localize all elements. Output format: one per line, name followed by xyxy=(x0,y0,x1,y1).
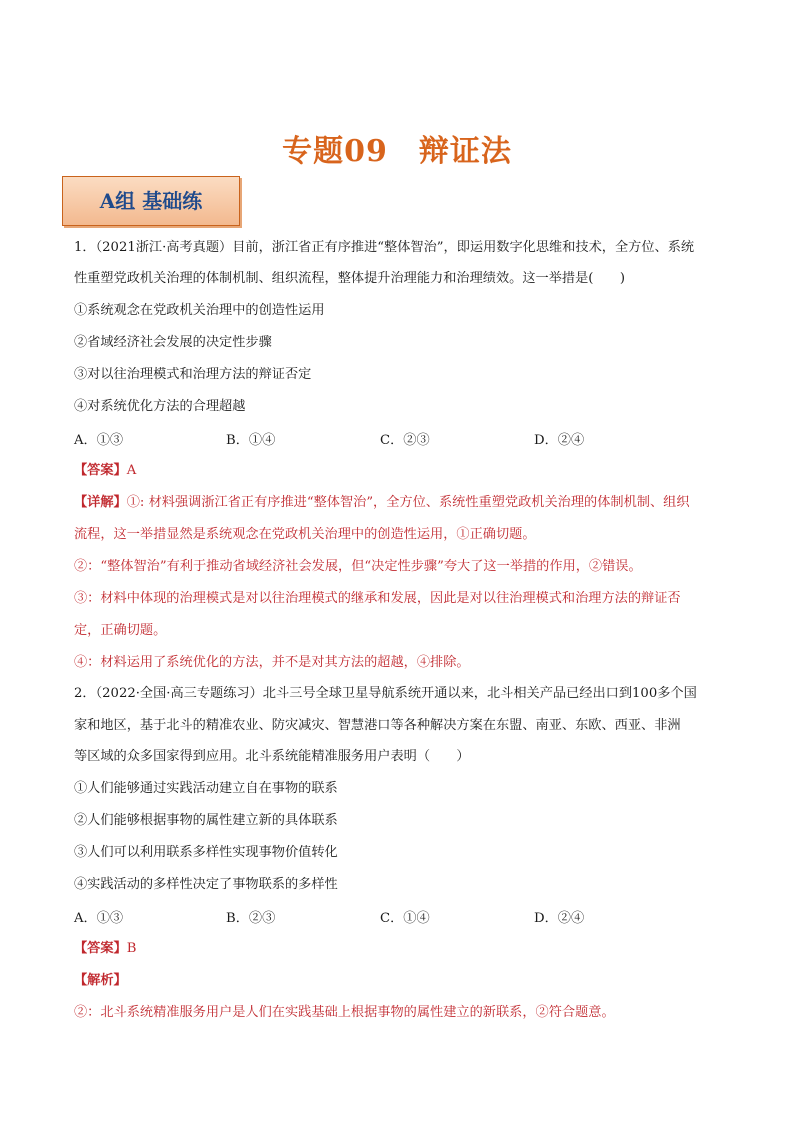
q2-option-b: B．②③ xyxy=(226,911,276,926)
q1-detail-line-2: 流程，这一举措显然是系统观念在党政机关治理中的创造性运用，①正确切题。 xyxy=(74,527,536,542)
page-title: 专题09 辩证法 xyxy=(282,134,512,169)
group-label: A组 基础练 xyxy=(99,189,203,213)
q1-stem-line-1: 1．（2021浙江·高考真题）目前，浙江省正有序推进“整体智治”，即运用数字化思维和技术，全方位、系统 xyxy=(74,240,695,255)
q1-stem-line-2: 性重塑党政机关治理的体制机制、组织流程，整体提升治理能力和治理绩效。这一举措是( ) xyxy=(74,271,625,286)
q1-detail-line-6: ④：材料运用了系统优化的方法，并不是对其方法的超越，④排除。 xyxy=(74,655,470,670)
q1-answer xyxy=(74,461,136,481)
q2-option-c: C．①④ xyxy=(380,911,430,926)
q1-item-1: ①系统观念在党政机关治理中的创造性运用 xyxy=(74,303,325,318)
q2-item-4: ④实践活动的多样性决定了事物联系的多样性 xyxy=(74,877,338,892)
q1-answer-tag: 【答案】 xyxy=(74,463,127,478)
q2-item-2: ②人们能够根据事物的属性建立新的具体联系 xyxy=(74,813,338,828)
q2-option-a: A．①③ xyxy=(74,911,124,926)
q1-detail-text-1: ①: 材料强调浙江省正有序推进“整体智治”，全方位、系统性重塑党政机关治理的体制机制、组织 xyxy=(126,495,690,510)
q1-option-b: B．①④ xyxy=(226,433,276,448)
q1-detail-tag: 【详解】 xyxy=(74,495,127,510)
q2-analysis-line-1: ②：北斗系统精准服务用户是人们在实践基础上根据事物的属性建立的新联系，②符合题意。 xyxy=(74,1005,615,1020)
q1-detail-line-4: ③：材料中体现的治理模式是对以往治理模式的继承和发展，因此是对以往治理模式和治理方法的辩证否 xyxy=(74,591,681,606)
q1-detail-line-3: ②：“整体智治”有利于推动省域经济社会发展，但“决定性步骤”夸大了这一举措的作用，②错误。 xyxy=(74,559,642,574)
q1-detail-line-1 xyxy=(74,493,690,513)
q2-stem-line-1: 2．（2022·全国·高三专题练习）北斗三号全球卫星导航系统开通以来，北斗相关产品已经出口到100多个国 xyxy=(74,686,697,701)
q2-stem-line-3: 等区域的众多国家得到应用。北斗系统能精准服务用户表明（ ） xyxy=(74,749,470,764)
q2-answer-value: B xyxy=(126,941,137,956)
q1-option-c: C．②③ xyxy=(380,433,430,448)
q1-item-4: ④对系统优化方法的合理超越 xyxy=(74,399,246,414)
q2-analysis-tag-line xyxy=(74,971,127,991)
q1-detail-line-5: 定，正确切题。 xyxy=(74,623,167,638)
q1-item-2: ②省域经济社会发展的决定性步骤 xyxy=(74,335,272,350)
q2-answer xyxy=(74,939,136,959)
q1-option-d: D．②④ xyxy=(534,433,585,448)
q2-analysis-tag: 【解析】 xyxy=(74,973,127,988)
q1-option-a: A．①③ xyxy=(74,433,124,448)
q2-answer-tag: 【答案】 xyxy=(74,941,127,956)
q1-answer-value: A xyxy=(126,463,137,478)
q1-item-3: ③对以往治理模式和治理方法的辩证否定 xyxy=(74,367,312,382)
q2-item-3: ③人们可以利用联系多样性实现事物价值转化 xyxy=(74,845,338,860)
q2-stem-line-2: 家和地区，基于北斗的精准农业、防灾减灾、智慧港口等各种解决方案在东盟、南亚、东欧、西亚、非洲 xyxy=(74,718,681,733)
q2-item-1: ①人们能够通过实践活动建立自在事物的联系 xyxy=(74,781,338,796)
group-label-box xyxy=(62,176,240,226)
q2-option-d: D．②④ xyxy=(534,911,585,926)
